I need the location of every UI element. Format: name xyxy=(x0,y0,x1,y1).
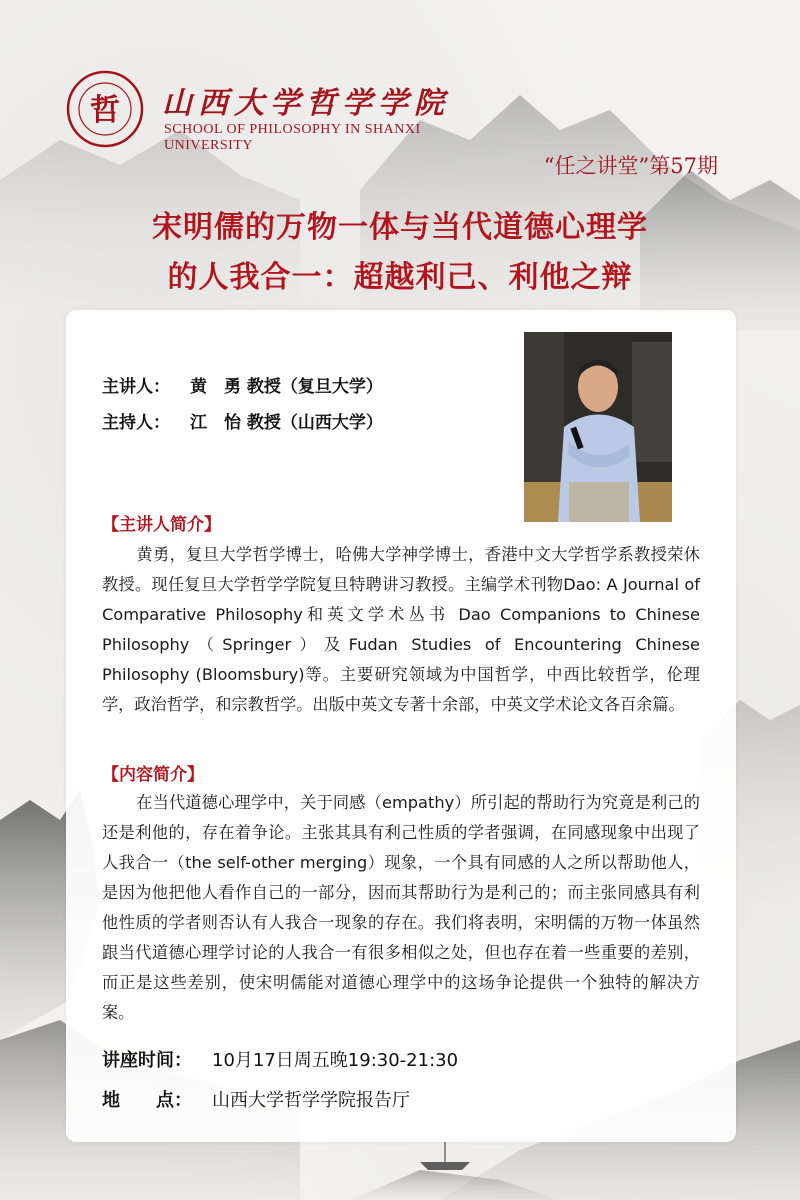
school-logo xyxy=(66,70,466,153)
speaker-value: 黄 勇 教授（复旦大学） xyxy=(190,377,383,397)
school-seal-icon xyxy=(66,70,144,148)
seal-character: 哲 xyxy=(90,93,120,128)
bio-heading: 【主讲人简介】 xyxy=(102,515,221,535)
place-label: 地 点： xyxy=(102,1090,192,1111)
time-value: 10月17日周五晚19:30-21:30 xyxy=(212,1050,459,1071)
speaker-photo xyxy=(524,332,672,522)
speaker-label: 主讲人： xyxy=(102,377,170,397)
school-name-en: SCHOOL OF PHILOSOPHY IN SHANXI UNIVERSITY xyxy=(164,122,421,153)
lecture-time-row xyxy=(102,1046,458,1072)
bio-paragraph xyxy=(102,540,700,720)
content-text: 在当代道德心理学中，关于同感（empathy）所引起的帮助行为究竟是利己的还是利他的，存在着争论。主张其具有利己性质的学者强调，在同感现象中出现了人我合一（the self-other merging）现象，一个具有同感的人之所以帮助他人，是因为他把他人看作自己的一部分，因而其帮助行为是利己的；而主张同感具有利他性质的学者则否认有人我合一现象的存在。我们将表明，宋明儒的万物一体虽然跟当代道德心理学讨论的人我合一有很多相似之处，但也存在着一些重要的差别，而正是这些差别，使宋明儒能对道德心理学中的这场争论提供一个独特的解决方案。 xyxy=(102,793,700,1022)
bio-text: 黄勇，复旦大学哲学博士，哈佛大学神学博士，香港中文大学哲学系教授荣休教授。现任复旦大学哲学学院复旦特聘讲习教授。主编学术刊物Dao: A Journal of Comparative Philosophy和英文学术丛书 Dao Companions to Chinese Philosophy（Springer）及Fudan Studies of Encountering Chinese Philosophy (Bloomsbury)等。主要研究领域为中国哲学，中西比较哲学，伦理学，政治哲学，和宗教哲学。出版中英文专著十余部，中英文学术论文各百余篇。 xyxy=(102,545,700,714)
lecture-title-line2: 的人我合一：超越利己、利他之辩 xyxy=(167,260,633,295)
speaker-row xyxy=(102,372,383,397)
content-paragraph xyxy=(102,788,700,1028)
host-value: 江 怡 教授（山西大学） xyxy=(190,413,383,433)
lecture-series-issue: “任之讲堂”第57期 xyxy=(543,154,718,178)
host-label: 主持人： xyxy=(102,413,170,433)
lecture-place-row xyxy=(102,1086,410,1112)
school-name-cn: 山西大学哲学学院 xyxy=(162,86,450,121)
host-row xyxy=(102,408,383,433)
place-value: 山西大学哲学学院报告厅 xyxy=(212,1090,410,1111)
content-heading: 【内容简介】 xyxy=(102,765,204,785)
time-label: 讲座时间： xyxy=(102,1050,192,1071)
lecture-title-line1: 宋明儒的万物一体与当代道德心理学 xyxy=(152,210,648,245)
